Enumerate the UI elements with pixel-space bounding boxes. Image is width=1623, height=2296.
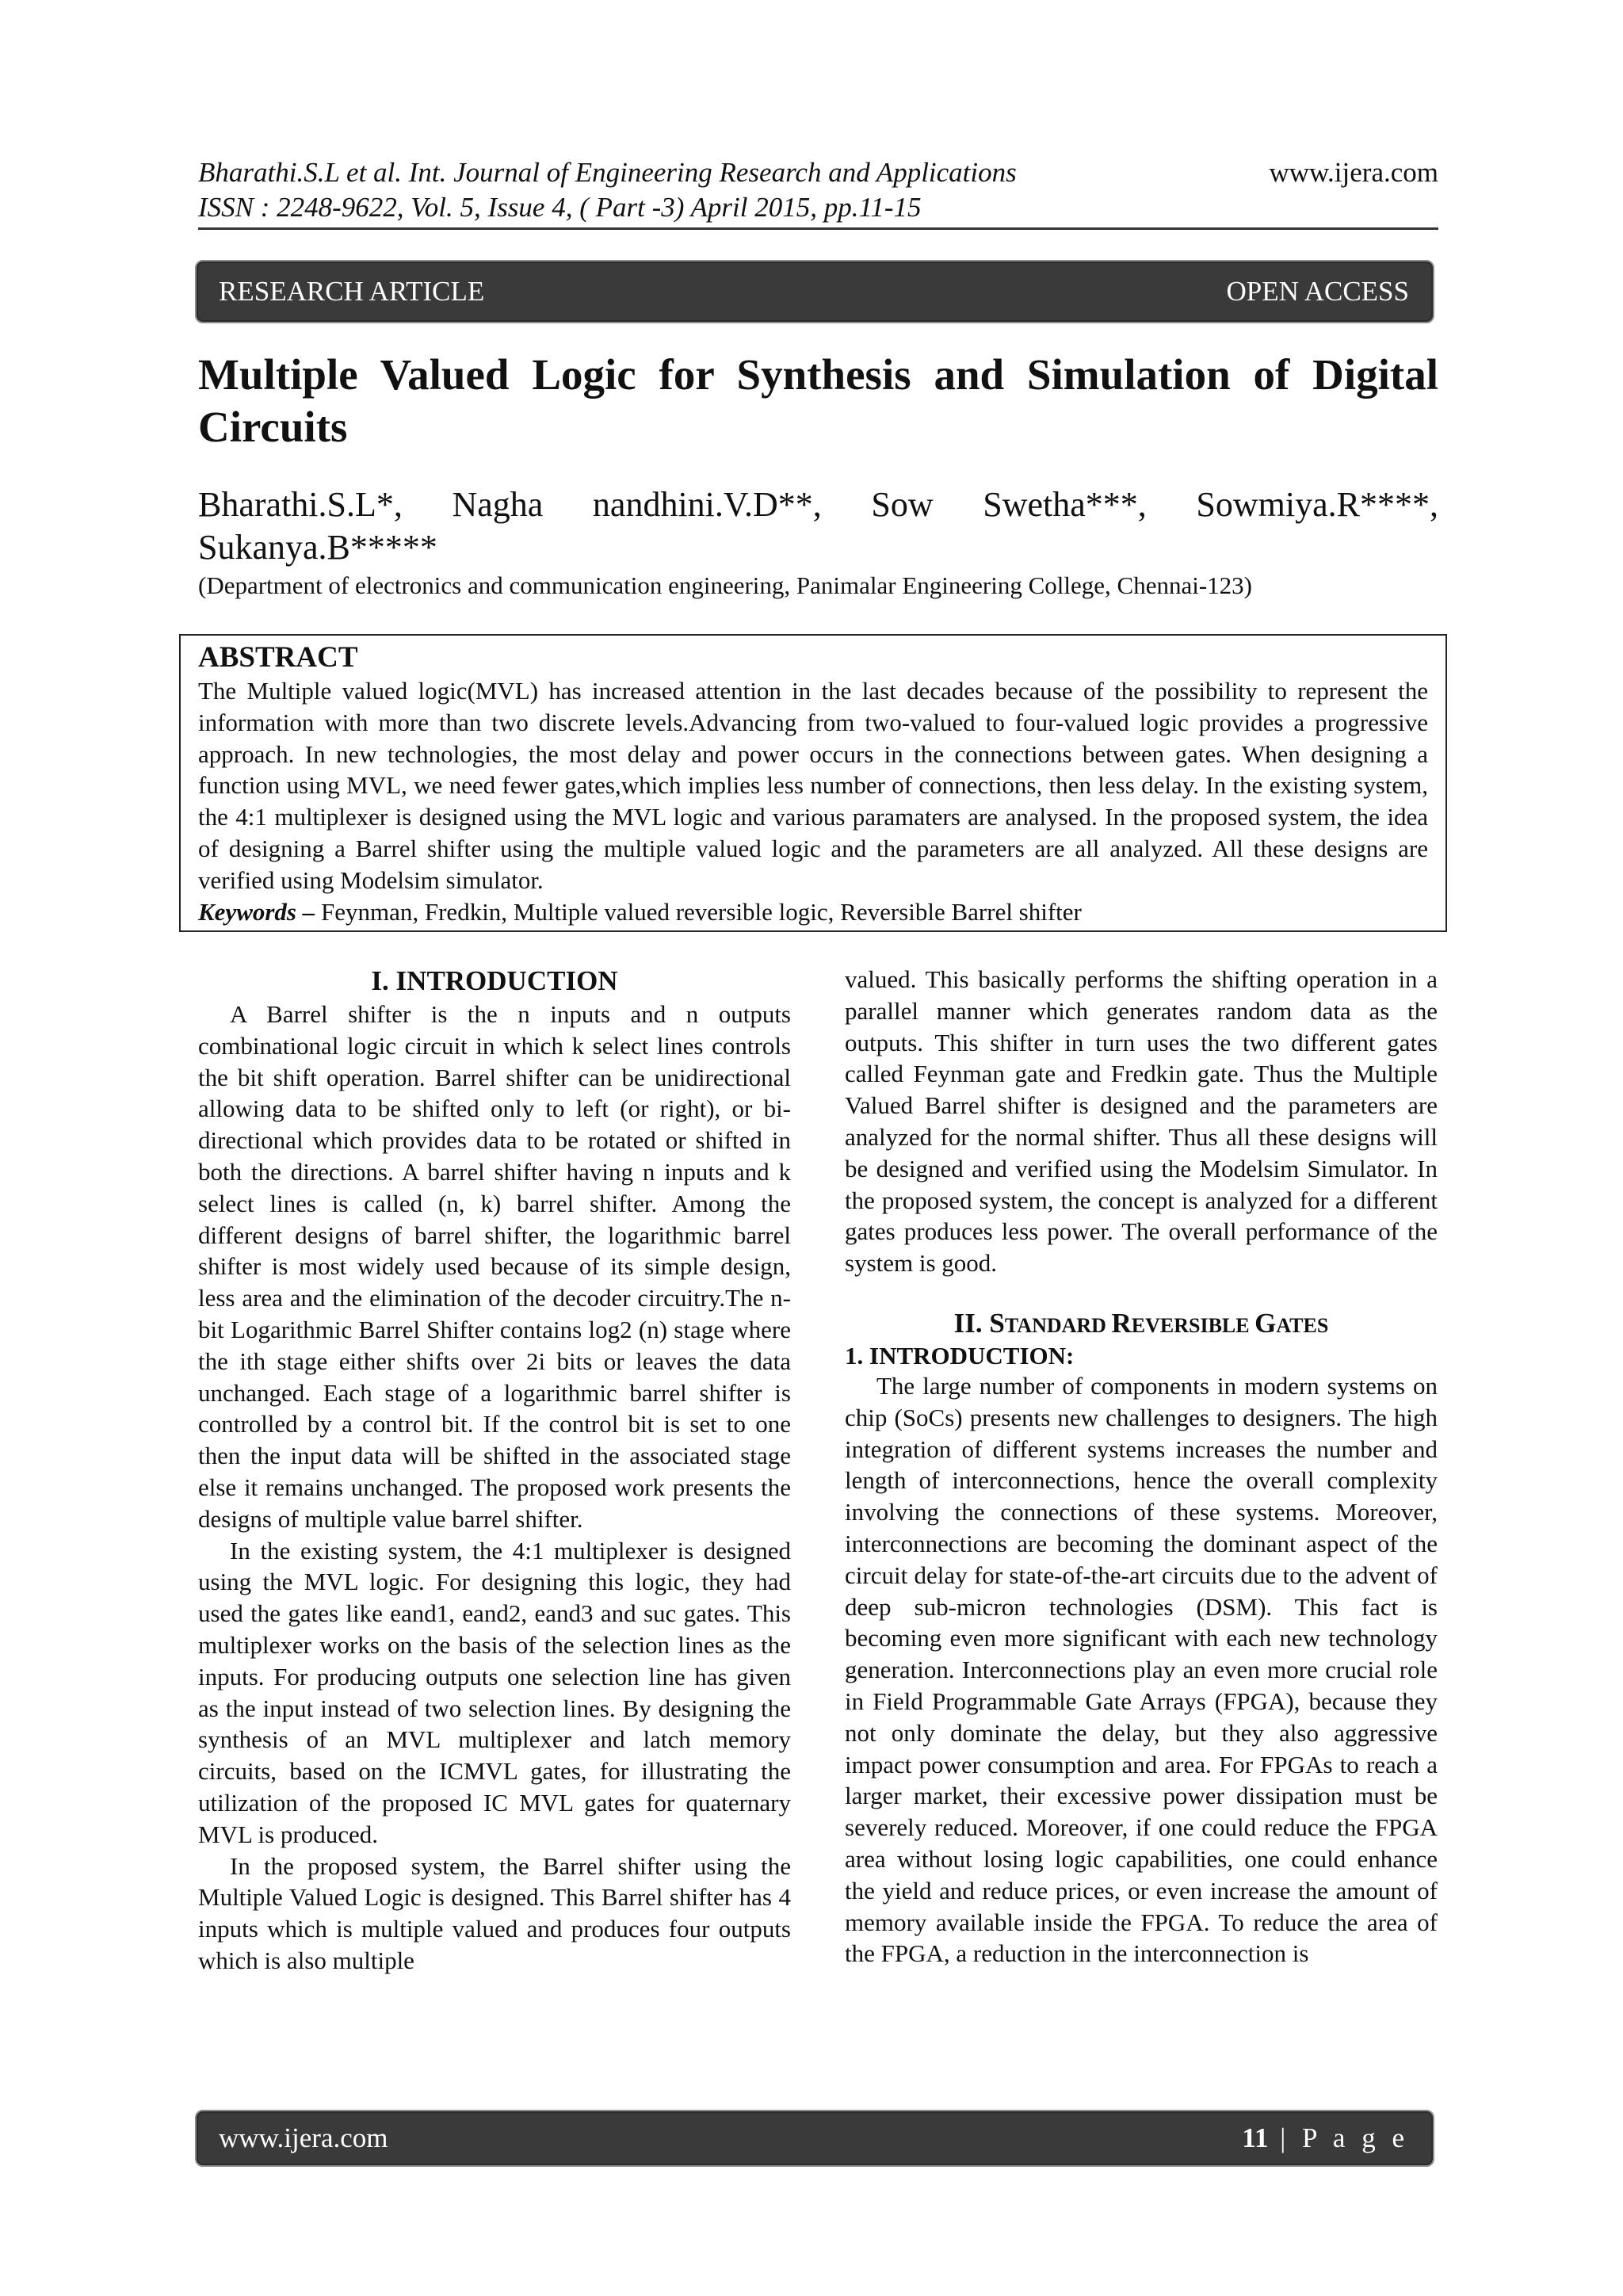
intro-paragraph-1: A Barrel shifter is the n inputs and n outputs combinational logic circuit in which k select lines controls the bit shift operation. Barrel shifter can be unidirectional allowing data to be shifted only to left (or right), or bi-directional which provides data to be rotated or shifted in both the directions. A barrel shifter having n inputs and k select lines is called (n, k) barrel shifter. Among the different designs of barrel shifter, the logarithmic barrel shifter is most widely used because of its simple design, less area and the elimination of the decoder circuitry.The n-bit Logarithmic Barrel Shifter contains log2 (n) stage where the ith stage either shifts over 2i bits or leaves the data unchanged. Each stage of a logarithmic barrel shifter is controlled by a control bit. If the control bit is set to one then the input data will be shifted in the associated stage else it remains unchanged. The proposed work presents the designs of multiple value barrel shifter.	[198, 1000, 791, 1533]
running-header-line2	[198, 190, 1438, 225]
gates-paragraph-1: The large number of components in modern systems on chip (SoCs) presents new challenges to designers. The high integration of different systems increases the number and length of interconnections, hence the overall complexity involving the connections of these systems. Moreover, interconnections are becoming the dominant aspect of the circuit delay for state-of-the-art circuits due to the advent of deep sub-micron technologies (DSM). This fact is becoming even more significant with each new technology generation. Interconnections play an even more crucial role in Field Programmable Gate Arrays (FPGA), because they not only dominate the delay, but they also aggressive impact power consumption and area. For FPGAs to reach a larger market, their excessive power dissipation must be severely reduced. Moreover, if one could reduce the FPGA area without losing logic capabilities, one could enhance the yield and reduce prices, or even increase the amount of memory available inside the FPGA. To reduce the area of the FPGA, a reduction in the interconnection is	[845, 1371, 1438, 1968]
intro-paragraph-3-continued: valued. This basically performs the shifting operation in a parallel manner which generates random data as the outputs. This shifter in turn uses the two different gates called Feynman gate and Fredkin gate. Thus the Multiple Valued Barrel shifter is designed and the parameters are analyzed for the normal shifter. Thus all these designs will be designed and verified using the Modelsim Simulator. In the proposed system, the concept is analyzed for a different gates produces less power. The overall performance of the system is good.	[845, 965, 1438, 1278]
page-number: 11 | P a g e	[1242, 2122, 1409, 2153]
paper-title: Multiple Valued Logic for Synthesis and Simulation of Digital Circuits	[198, 350, 1438, 451]
journal-website[interactable]: www.ijera.com	[1269, 157, 1438, 188]
running-header	[198, 155, 1438, 190]
open-access-label: OPEN ACCESS	[1226, 276, 1409, 307]
left-column	[198, 964, 791, 1977]
keywords-line	[198, 896, 1428, 928]
abstract-text: The Multiple valued logic(MVL) has increased attention in the last decades because of the possibility to represent the information with more than two discrete levels.Advancing from two-valued to four-valued logic provides a progressive approach. In new technologies, the most delay and power occurs in the connections between gates. When designing a function using MVL, we need fewer gates,which implies less number of connections, then less delay. In the existing system, the 4:1 multiplexer is designed using the MVL logic and various paramaters are analysed. In the proposed system, the idea of designing a Barrel shifter using the multiple valued logic and the parameters are all analyzed. All these designs are verified using Modelsim simulator.	[198, 677, 1428, 894]
keywords-label: Keywords –	[198, 897, 315, 926]
subsection-heading-introduction: 1. INTRODUCTION:	[845, 1341, 1075, 1370]
page-footer-banner	[195, 2110, 1434, 2167]
abstract-heading: ABSTRACT	[198, 641, 358, 674]
author-affiliation: (Department of electronics and communication engineering, Panimalar Engineering College, Chennai-123)	[198, 571, 1252, 599]
article-type-label: RESEARCH ARTICLE	[219, 276, 485, 307]
right-column	[845, 964, 1438, 1969]
header-rule	[198, 227, 1438, 230]
abstract-box	[179, 634, 1447, 932]
journal-citation-line1: Bharathi.S.L et al. Int. Journal of Engineering Research and Applications	[198, 157, 1017, 188]
section-heading-introduction: I. INTRODUCTION	[371, 965, 618, 996]
keywords-list: Feynman, Fredkin, Multiple valued reversible logic, Reversible Barrel shifter	[315, 897, 1082, 926]
section-spacer	[845, 1279, 1438, 1308]
author-list: Bharathi.S.L*, Nagha nandhini.V.D**, Sow Swetha***, Sowmiya.R****, Sukanya.B*****	[198, 485, 1438, 567]
article-type-banner	[195, 260, 1434, 323]
intro-paragraph-2: In the existing system, the 4:1 multiplexer is designed using the MVL logic. For designing this logic, they had used the gates like eand1, eand2, eand3 and suc gates. This multiplexer works on the basis of the selection lines as the inputs. For producing outputs one selection line has given as the input instead of two selection lines. By designing the synthesis of an MVL multiplexer and latch memory circuits, based on the ICMVL gates, for illustrating the utilization of the proposed IC MVL gates for quaternary MVL is produced.	[198, 1536, 791, 1848]
intro-paragraph-3: In the proposed system, the Barrel shifter using the Multiple Valued Logic is designed. This Barrel shifter has 4 inputs which is multiple valued and produces four outputs which is also multiple	[198, 1851, 791, 1974]
footer-website[interactable]: www.ijera.com	[219, 2122, 388, 2153]
section-heading-standard-reversible-gates: II. STANDARD REVERSIBLE GATES	[953, 1307, 1329, 1339]
journal-citation-line2: ISSN : 2248-9622, Vol. 5, Issue 4, ( Part -3) April 2015, pp.11-15	[198, 192, 922, 223]
